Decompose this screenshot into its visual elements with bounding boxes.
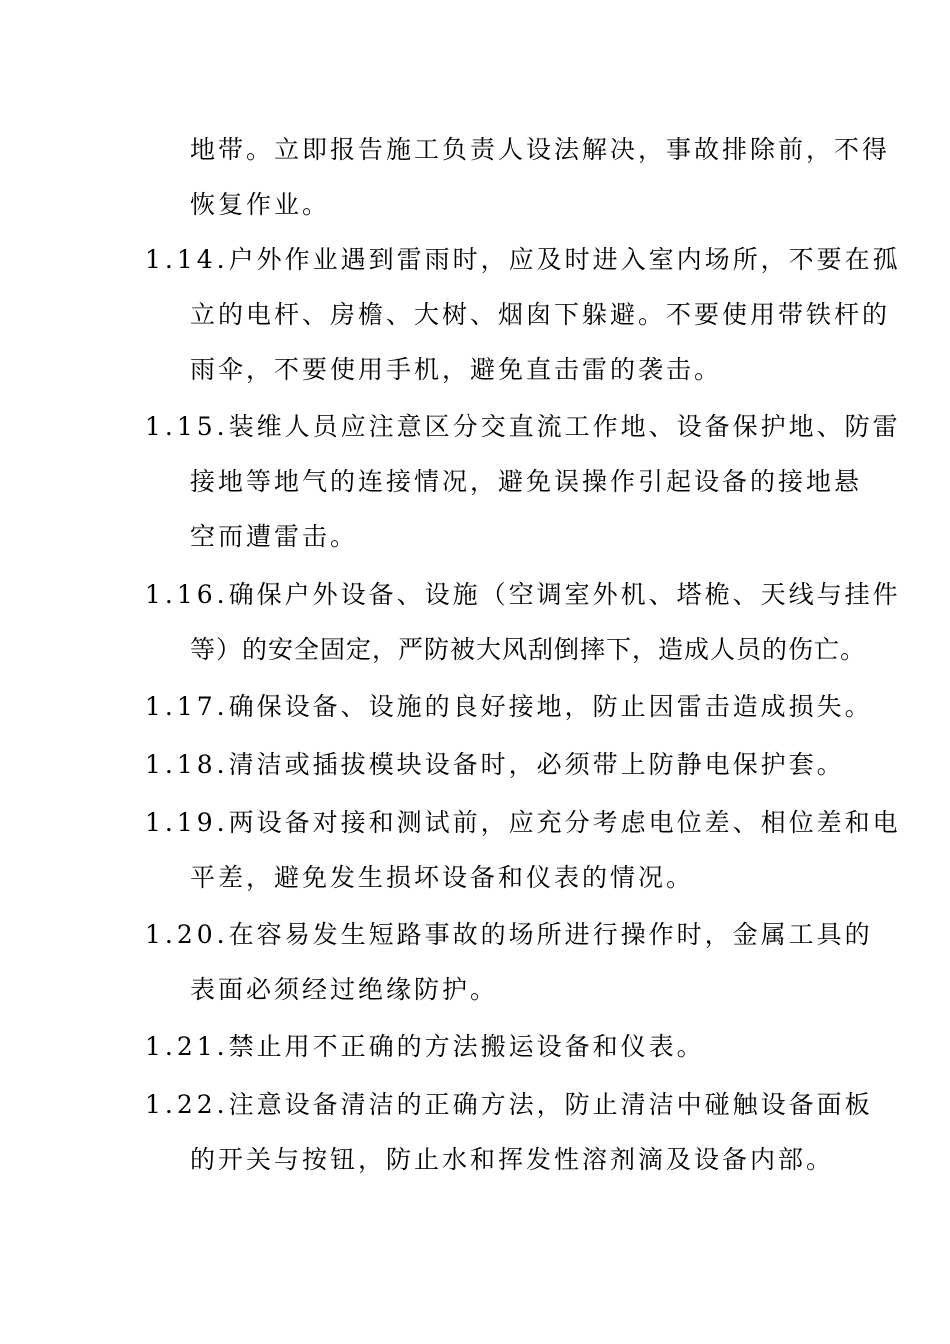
text-line: 注意设备清洁的正确方法，防止清洁中碰触设备面板 [228,1090,873,1119]
text-line: 接地等地气的连接情况，避免误操作引起设备的接地悬 [190,467,863,496]
text-line: 清洁或插拔模块设备时，必须带上防静电保护套。 [228,750,845,779]
text-line: 表面必须经过绝缘防护。 [190,975,499,1004]
text-line: 确保设备、设施的良好接地，防止因雷击造成损失。 [228,692,873,721]
list-item-1-18 [145,750,845,780]
list-item-1-15 [145,412,901,442]
item-number: 1.17. [145,692,229,721]
item-number: 1.18. [145,750,229,779]
text-line: 禁止用不正确的方法搬运设备和仪表。 [228,1032,705,1061]
item-number: 1.21. [145,1032,229,1061]
item-number: 1.19. [145,808,229,837]
list-item-1-20 [145,920,873,950]
text-line: 的开关与按钮，防止水和挥发性溶剂滴及设备内部。 [190,1145,835,1174]
text-line: 装维人员应注意区分交直流工作地、设备保护地、防雷 [228,412,901,441]
text-line: 在容易发生短路事故的场所进行操作时，金属工具的 [228,920,873,949]
list-item-1-21 [145,1032,705,1062]
text-line: 确保户外设备、设施（空调室外机、塔桅、天线与挂件 [228,580,901,609]
item-number: 1.16. [145,580,229,609]
text-line: 雨伞，不要使用手机，避免直击雷的袭击。 [190,355,723,384]
list-item-1-19 [145,808,901,838]
list-item-1-16 [145,580,901,610]
text-line: 平差，避免发生损坏设备和仪表的情况。 [190,863,695,892]
text-line: 恢复作业。 [190,190,331,219]
text-line: 地带。立即报告施工负责人设法解决，事故排除前，不得 [190,135,891,164]
item-number: 1.20. [145,920,229,949]
text-line: 立的电杆、房檐、大树、烟囱下躲避。不要使用带铁杆的 [190,300,891,329]
text-line: 等）的安全固定，严防被大风刮倒摔下，造成人员的伤亡。 [190,635,867,664]
item-number: 1.15. [145,412,229,441]
text-line: 空而遭雷击。 [190,522,359,551]
text-line: 户外作业遇到雷雨时，应及时进入室内场所，不要在孤 [228,245,901,274]
list-item-1-14 [145,245,901,275]
item-number: 1.22. [145,1090,229,1119]
text-line: 两设备对接和测试前，应充分考虑电位差、相位差和电 [228,808,901,837]
list-item-1-22 [145,1090,873,1120]
item-number: 1.14. [145,245,229,274]
list-item-1-17 [145,692,873,722]
